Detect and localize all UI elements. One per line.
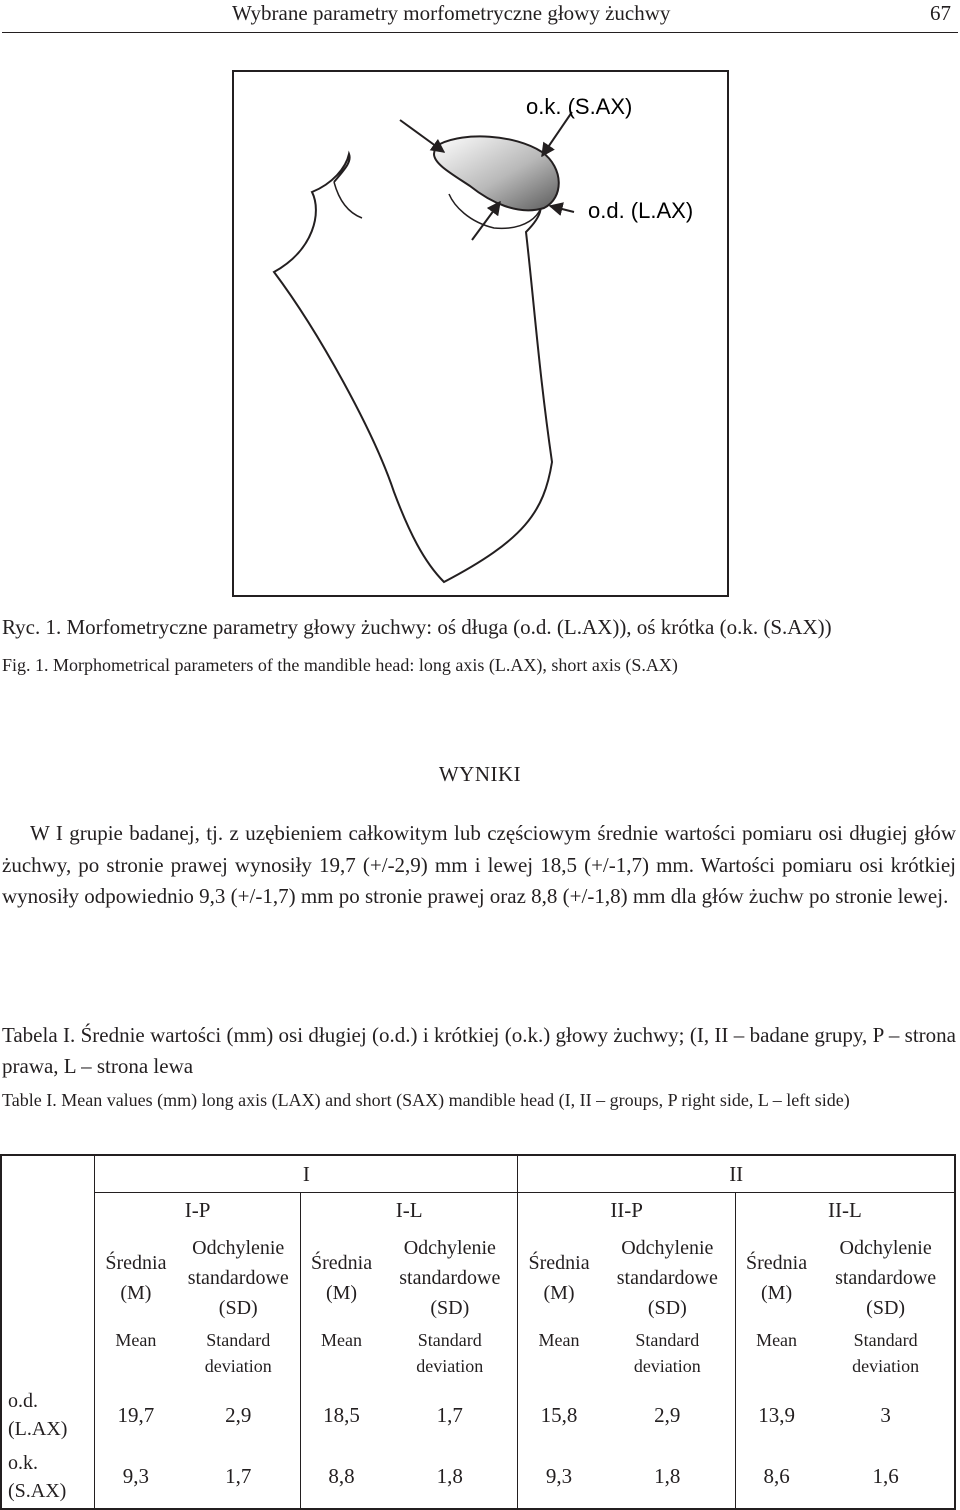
col-header-sd-en: Standard deviation	[633, 1330, 701, 1376]
cell-value: 1,7	[177, 1445, 301, 1509]
col-header-sd-pl: Odchylenie standardowe (SD)	[399, 1237, 501, 1319]
figure-caption-pl: Ryc. 1. Morfometryczne parametry głowy żuchwy: oś długa (o.d. (L.AX)), oś krótka (o.k. (S.AX))	[2, 615, 832, 639]
cell-value: 2,9	[225, 1402, 252, 1427]
cell-value: 19,7	[95, 1385, 177, 1445]
subgroup-header-2: I-L	[300, 1193, 518, 1228]
col-header-sd-en: Standard deviation	[817, 1323, 955, 1385]
cell-value: 9,3	[95, 1445, 177, 1509]
running-head	[0, 0, 960, 28]
cell-value: 1,6	[817, 1445, 955, 1509]
col-header-mean-en: Mean	[518, 1323, 600, 1385]
row-label-short-axis: o.k. (S.AX)	[1, 1445, 95, 1509]
col-header-mean-en: Mean	[735, 1323, 817, 1385]
group-header-1: I	[95, 1155, 518, 1193]
col-header-mean-en: Mean	[95, 1323, 177, 1385]
table-row	[1, 1445, 955, 1509]
results-table	[0, 1154, 956, 1510]
label-short-axis: o.k. (S.AX)	[526, 94, 633, 119]
group-row	[1, 1155, 955, 1193]
cell-value: 3	[817, 1385, 955, 1445]
subgroup-header-1: I-P	[95, 1193, 301, 1228]
cell-value: 1,8	[600, 1445, 736, 1509]
subgroup-row	[1, 1193, 955, 1228]
short-axis-arrow-1	[400, 120, 444, 152]
cell-value: 1,7	[436, 1402, 463, 1427]
long-axis-arrow-2	[550, 206, 574, 212]
results-paragraph: W I grupie badanej, tj. z uzębieniem całkowitym lub częściowym średnie wartości pomiaru osi długiej głów żuchwy, po stronie prawej wynosiły 19,7 (+/-2,9) mm i lewej 18,5 (+/-1,7) mm. Wartości pomiaru osi krótkiej wynosiły odpowiednio 9,3 (+/-1,7) mm po stronie prawej oraz 8,8 (+/-1,8) mm dla głów żuchw po stronie lewej.	[2, 821, 956, 908]
col-header-sd-pl: Odchylenie standardowe (SD)	[616, 1237, 718, 1319]
mandible-head-drawing	[234, 72, 727, 595]
header-rule	[2, 32, 958, 33]
figure-1-frame	[232, 70, 729, 597]
cell-value: 15,8	[518, 1385, 600, 1445]
col-header-sd-en: Standard deviation	[416, 1330, 484, 1376]
row-label-header	[1, 1155, 95, 1385]
col-header-sd-pl: Odchylenie standardowe (SD)	[817, 1227, 955, 1323]
running-title: Wybrane parametry morfometryczne głowy żuchwy	[232, 1, 671, 25]
column-header-pl-row	[1, 1227, 955, 1323]
row-label-long-axis: o.d. (L.AX)	[1, 1385, 95, 1445]
figure-caption-en: Fig. 1. Morphometrical parameters of the mandible head: long axis (L.AX), short axis (S.AX)	[2, 655, 678, 675]
subgroup-header-3: II-P	[518, 1193, 736, 1228]
cell-value: 8,6	[735, 1445, 817, 1509]
col-header-mean-pl: Średnia (M)	[518, 1227, 600, 1323]
subgroup-header-4: II-L	[735, 1193, 955, 1228]
col-header-sd-en: Standard deviation	[204, 1330, 272, 1376]
group-header-2: II	[518, 1155, 955, 1193]
col-header-mean-pl: Średnia (M)	[300, 1227, 382, 1323]
section-heading: WYNIKI	[438, 762, 522, 786]
cell-value: 9,3	[518, 1445, 600, 1509]
cell-value: 18,5	[300, 1385, 382, 1445]
table-row	[1, 1385, 955, 1445]
cell-value: 1,8	[382, 1445, 518, 1509]
col-header-mean-pl: Średnia (M)	[95, 1227, 177, 1323]
cell-value: 13,9	[735, 1385, 817, 1445]
table-caption-pl: Tabela I. Średnie wartości (mm) osi długiej (o.d.) i krótkiej (o.k.) głowy żuchwy; (I, II – badane grupy, P – strona prawa, L – strona lewa	[2, 1023, 956, 1078]
cell-value: 2,9	[654, 1402, 681, 1427]
table-caption-en: Table I. Mean values (mm) long axis (LAX) and short (SAX) mandible head (I, II – groups, P right side, L – left side)	[2, 1090, 850, 1110]
col-header-mean-en: Mean	[300, 1323, 382, 1385]
col-header-mean-pl: Średnia (M)	[735, 1227, 817, 1323]
col-header-sd-pl: Odchylenie standardowe (SD)	[187, 1237, 289, 1319]
cell-value: 8,8	[300, 1445, 382, 1509]
page-number: 67	[930, 1, 951, 25]
ramus-outline	[274, 154, 552, 582]
column-header-en-row	[1, 1323, 955, 1385]
label-long-axis: o.d. (L.AX)	[588, 198, 694, 223]
